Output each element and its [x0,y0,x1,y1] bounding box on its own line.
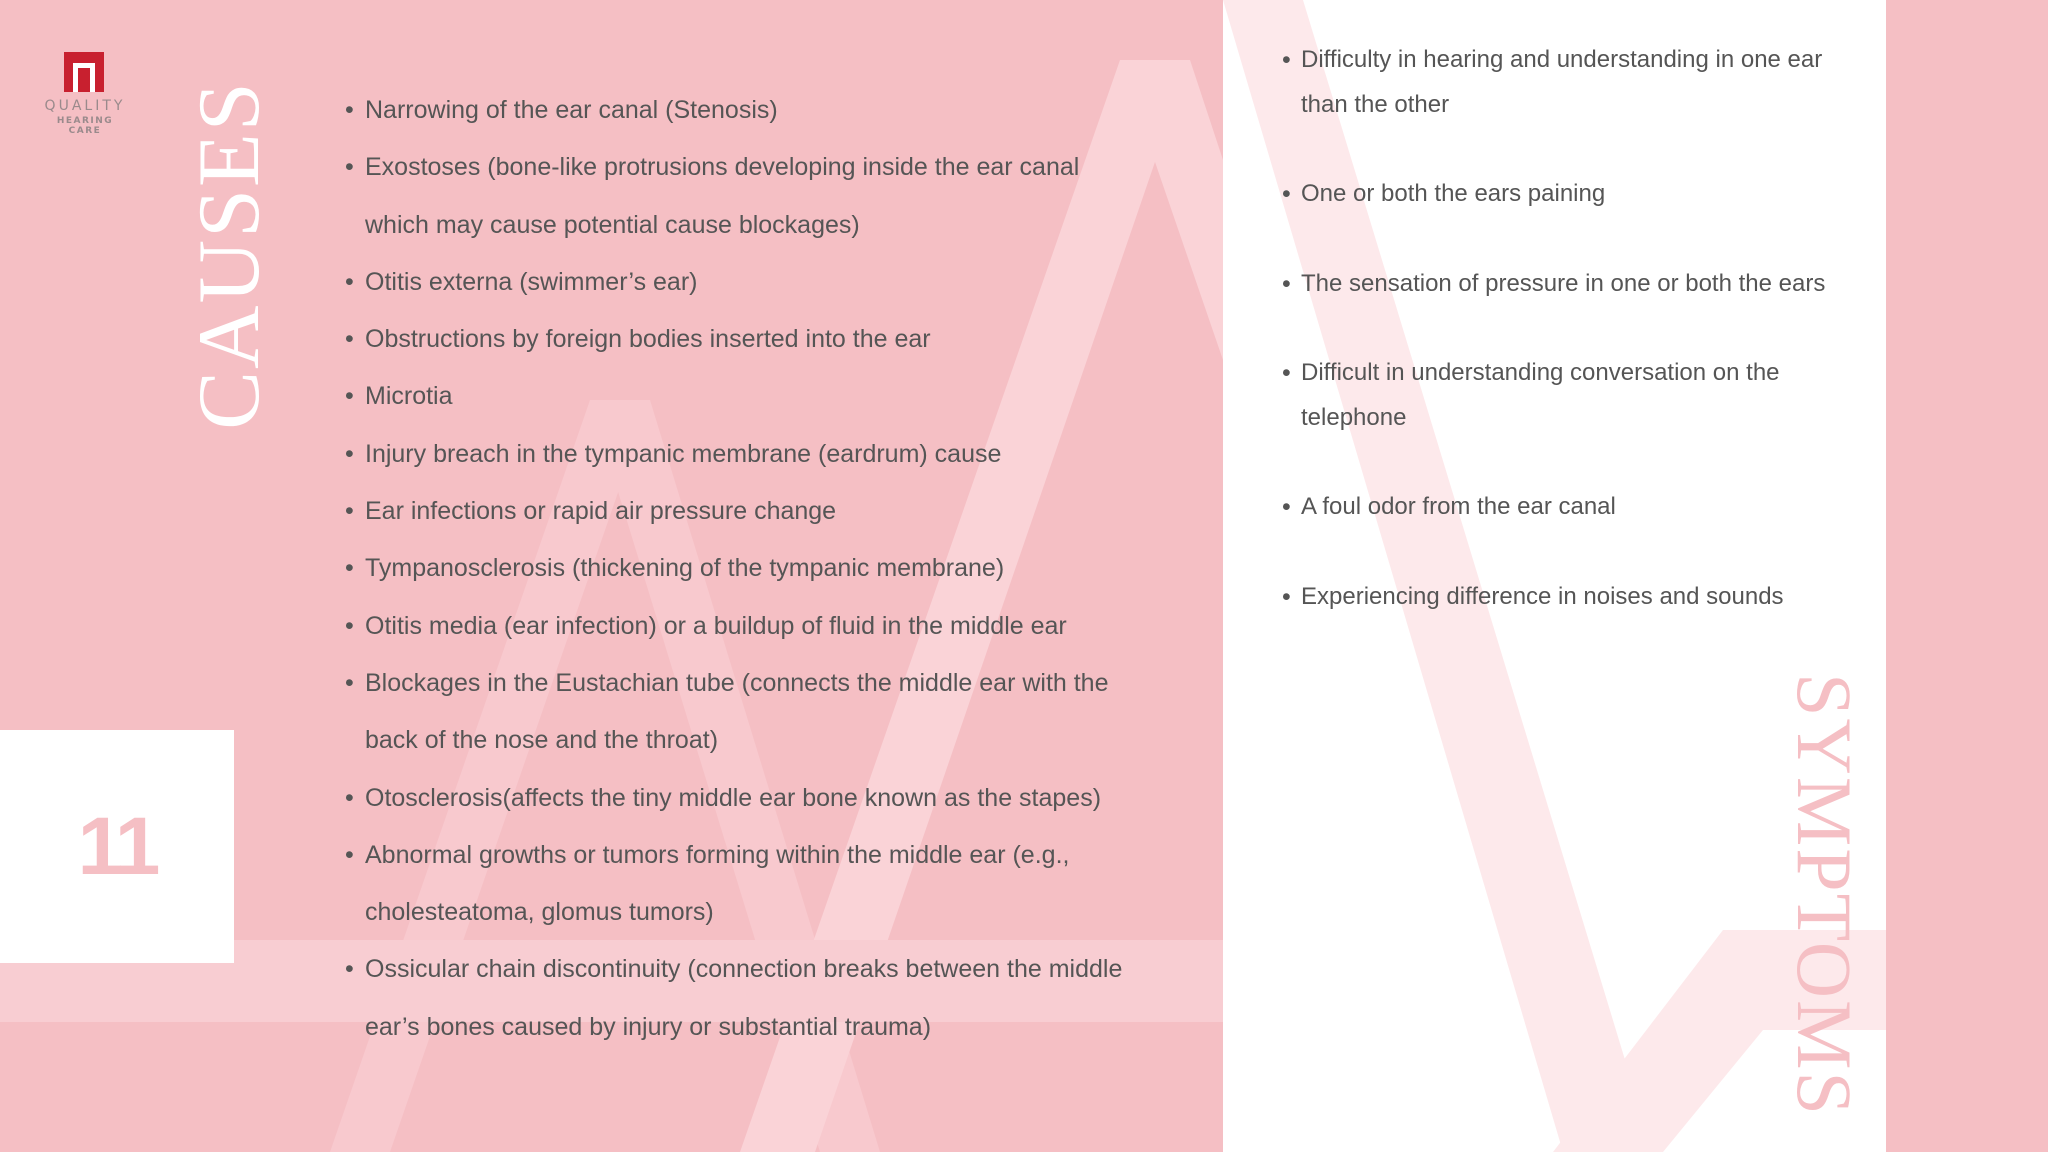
cause-item [345,368,1125,425]
symptom-item [1282,38,1842,127]
symptom-item [1282,575,1842,620]
symptom-text: Difficulty in hearing and understanding in one ear than the other [1301,46,1823,118]
causes-list [345,82,1125,1056]
symptom-item [1282,351,1842,440]
cause-item [345,655,1125,770]
cause-item [345,941,1125,1056]
cause-text: Otitis externa (swimmer’s ear) [365,267,698,296]
bullet-icon: • [1282,493,1291,521]
cause-item [345,827,1125,942]
page-number: 11 [77,800,157,892]
bullet-icon: • [1282,269,1291,298]
cause-item [345,139,1125,254]
symptom-item [1282,172,1842,217]
symptom-text: Experiencing difference in noises and sounds [1301,582,1784,610]
bullet-icon: • [345,611,354,640]
cause-text: Abnormal growths or tumors forming within the middle ear (e.g., cholesteatoma, glomus tumors) [365,840,1070,927]
bullet-icon: • [345,153,354,182]
cause-text: Otitis media (ear infection) or a buildup of fluid in the middle ear [365,611,1067,640]
logo-title: QUALITY [44,98,126,114]
bullet-icon: • [345,783,354,812]
causes-heading: CAUSES [181,80,278,430]
cause-text: Otosclerosis(affects the tiny middle ear bone known as the stapes) [365,783,1102,812]
bullet-icon: • [345,955,354,984]
bullet-icon: • [1282,582,1291,611]
cause-item [345,598,1125,655]
bullet-icon: • [1282,180,1291,208]
cause-item [345,770,1125,827]
bullet-icon: • [1282,46,1291,74]
bullet-icon: • [345,382,354,411]
symptom-text: One or both the ears paining [1301,180,1606,207]
cause-item [345,82,1125,139]
symptom-text: A foul odor from the ear canal [1301,493,1616,520]
right-edge-band [1886,0,2048,1152]
cause-text: Microtia [365,382,453,411]
bullet-icon: • [345,325,354,354]
bullet-icon: • [345,267,354,296]
symptom-text: The sensation of pressure in one or both the ears [1301,269,1826,297]
cause-item [345,540,1125,597]
bullet-icon: • [345,554,354,583]
bullet-icon: • [1282,359,1291,387]
bullet-icon: • [345,96,354,124]
cause-item [345,311,1125,368]
symptom-item [1282,262,1842,307]
cause-text: Blockages in the Eustachian tube (connects the middle ear with the back of the nose and the throat) [365,668,1109,755]
symptom-text: Difficult in understanding conversation on the telephone [1301,359,1780,431]
bullet-icon: • [345,668,354,697]
cause-text: Narrowing of the ear canal (Stenosis) [365,96,778,124]
cause-text: Injury breach in the tympanic membrane (eardrum) cause [365,439,1002,468]
cause-text: Obstructions by foreign bodies inserted into the ear [365,325,931,354]
symptoms-list [1282,38,1842,619]
cause-text: Ossicular chain discontinuity (connection breaks between the middle ear’s bones caused by injury or substantial trauma) [365,955,1123,1041]
bullet-icon: • [345,439,354,468]
page-number-box [0,730,234,963]
logo-subtitle: HEARING CARE [56,116,114,136]
bullet-icon: • [345,497,354,526]
cause-item [345,254,1125,311]
symptom-item [1282,485,1842,530]
logo-mark-icon [64,52,104,92]
cause-item [345,483,1125,540]
cause-text: Ear infections or rapid air pressure change [365,497,837,526]
bullet-icon: • [345,840,354,869]
cause-text: Tympanosclerosis (thickening of the tympanic membrane) [365,554,1005,583]
quality-hearing-care-logo [40,50,130,140]
symptoms-heading: SYMPTOMS [1781,673,1868,1117]
cause-item [345,426,1125,483]
cause-text: Exostoses (bone-like protrusions developing inside the ear canal which may cause potential cause blockages) [365,153,1080,239]
